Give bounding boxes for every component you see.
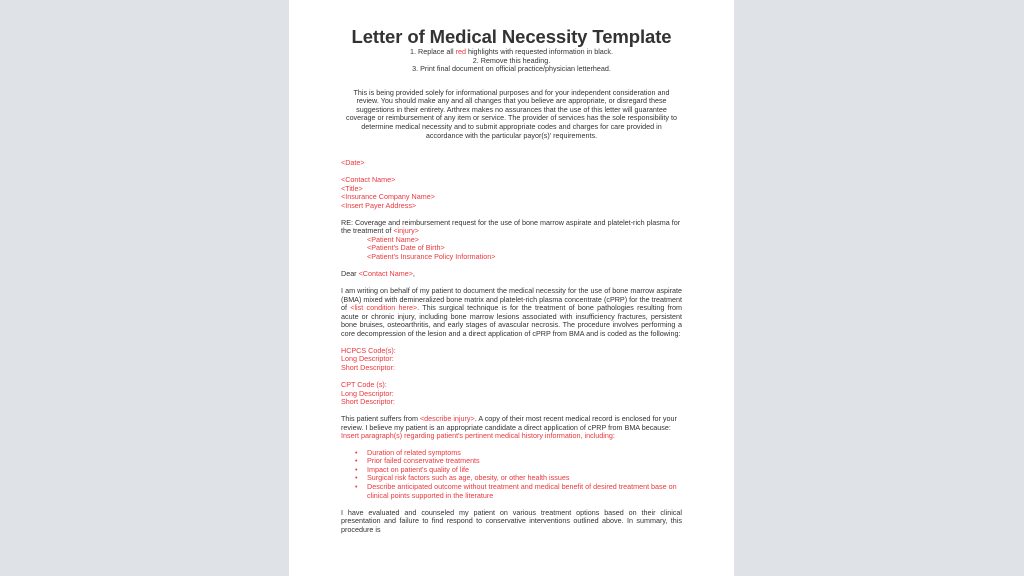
paragraph-2-a: This patient suffers from <box>341 414 420 424</box>
list-item: • Surgical risk factors such as age, obesity, or other health issues <box>367 474 682 483</box>
contact-name: <Contact Name> <box>341 175 396 185</box>
insert-paragraph-placeholder: Insert paragraph(s) regarding patient's pertinent medical history information, including: <box>341 431 615 441</box>
reasons-list <box>341 449 682 500</box>
hcpcs-block <box>341 347 682 373</box>
patient-dob: <Patient's Date of Birth> <box>367 243 445 253</box>
payer-address: <Insert Payer Address> <box>341 200 417 210</box>
letter-body <box>341 159 682 534</box>
list-item: • Prior failed conservative treatments <box>367 457 682 466</box>
salutation-name: <Contact Name> <box>358 269 413 279</box>
re-text: RE: Coverage and reimbursement request for the use of bone marrow aspirate and platelet-rich plasma for the treatment of <box>341 217 681 236</box>
re-line <box>341 219 682 236</box>
salutation <box>341 270 682 279</box>
paragraph-1-b: . This surgical technique is for the treatment of bone pathologies resulting from acute or chronic injury, including bone marrow lesions associated with insufficiency fractures, persistent bone bruises, osteoarthritis, and early stages of avascular necrosis. The procedure involves performing a core decompression of the lesion and a direct application of cPRP from BMA and is coded as the following: <box>341 303 682 338</box>
cpt-code: CPT Code (s): <box>341 380 387 389</box>
cpt-block <box>341 381 682 407</box>
patient-policy: <Patient's Insurance Policy Information> <box>367 251 496 261</box>
insurance-company: <Insurance Company Name> <box>341 192 435 202</box>
letter-content <box>341 26 682 534</box>
list-item: • Impact on patient's quality of life <box>367 466 682 475</box>
paragraph-3: I have evaluated and counseled my patient on various treatment options based on their clinical presentation and failure to find respond to conservative interventions outlined above. In summary, this procedure is <box>341 507 682 534</box>
condition-placeholder: <list condition here> <box>350 303 418 313</box>
salutation-post: , <box>412 269 415 279</box>
hcpcs-short: Short Descriptor: <box>341 362 395 372</box>
instruction-2: 2. Remove this heading. <box>472 55 551 65</box>
describe-injury-placeholder: <describe injury> <box>419 414 475 424</box>
salutation-pre: Dear <box>341 269 359 279</box>
patient-name: <Patient Name> <box>367 234 419 244</box>
re-injury: <injury> <box>393 226 419 236</box>
document-page <box>289 0 734 576</box>
hcpcs-long: Long Descriptor: <box>341 354 394 364</box>
paragraph-2-b: . A copy of their most recent medical record is enclosed for your review. I believe my patient is an appropriate candidate a direct application of cPRP from BMA because: <box>341 414 677 432</box>
contact-title: <Title> <box>341 183 363 193</box>
instruction-3: 3. Print final document on official practice/physician letterhead. <box>412 64 611 74</box>
re-block <box>341 219 682 262</box>
cpt-long: Long Descriptor: <box>341 388 394 398</box>
page-title: Letter of Medical Necessity Template <box>351 26 672 47</box>
instructions <box>341 48 682 74</box>
instruction-1-pre: 1. Replace all <box>410 47 456 56</box>
cpt-short: Short Descriptor: <box>341 397 395 407</box>
date-placeholder: <Date> <box>341 158 365 168</box>
list-item: • Describe anticipated outcome without treatment and medical benefit of desired treatment base on clinical points supported in the literature <box>367 483 682 500</box>
recipient-block <box>341 176 682 210</box>
instruction-1-red-word: red <box>455 47 466 56</box>
instruction-1-post: highlights with requested information in black. <box>465 47 613 56</box>
paragraph-1 <box>341 287 682 338</box>
hcpcs-code: HCPCS Code(s): <box>341 345 396 355</box>
list-item: • Duration of related symptoms <box>367 449 682 458</box>
disclaimer: This is being provided solely for informational purposes and for your independent consideration and review. You should make any and all changes that you believe are appropriate, or disregard these suggestions in their entirety. Arthrex makes no assurances that the use of this letter will guarantee coverage or reimbursement of any item or service. The provider of services has the sole responsibility to determine medical necessity and to submit appropriate codes and charges for care provided in accordance with the particular payor(s)' requirements. <box>345 87 678 140</box>
paragraph-2 <box>341 415 682 441</box>
paragraph-1-a: I am writing on behalf of my patient to document the medical necessity for the use of bone marrow aspirate (BMA) mixed with demineralized bone matrix and platelet-rich plasma concentrate (cPRP) for the treatment of <box>341 286 682 313</box>
